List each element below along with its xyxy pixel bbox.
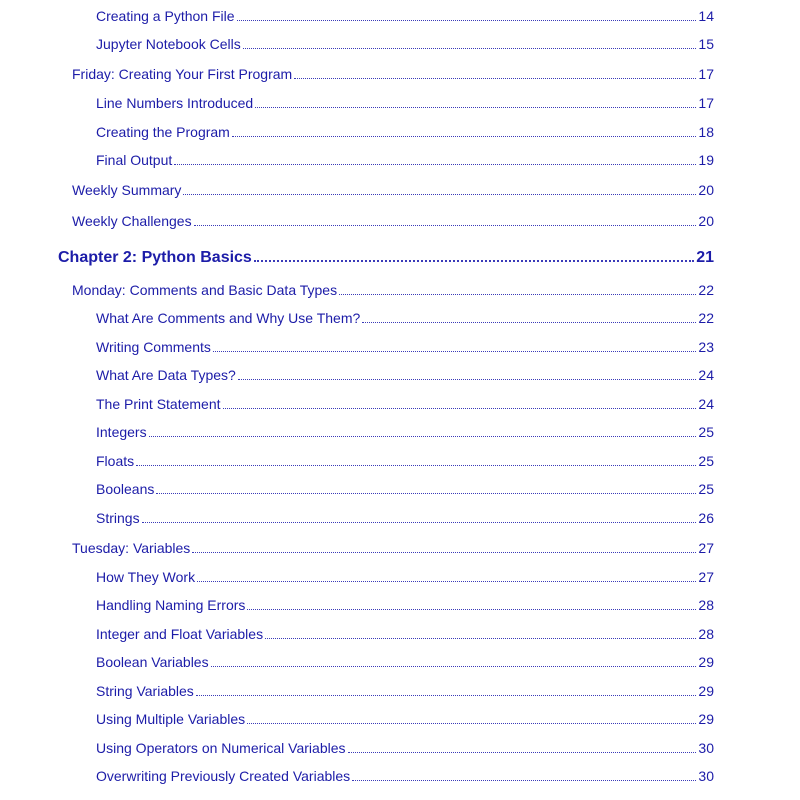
toc-page-number: 20 xyxy=(698,213,714,229)
toc-entry-title: Using Operators on Numerical Variables xyxy=(96,740,346,756)
toc-page-number: 19 xyxy=(698,152,714,168)
toc-entry-title: Overwriting Previously Created Variables xyxy=(96,768,351,784)
dot-leader xyxy=(255,106,696,108)
dot-leader xyxy=(247,608,696,610)
dot-leader xyxy=(174,163,696,165)
toc-page-number: 28 xyxy=(698,626,714,642)
dot-leader xyxy=(247,722,696,724)
toc-entry-title: Jupyter Notebook Cells xyxy=(96,36,241,52)
dot-leader xyxy=(238,378,697,380)
dot-leader xyxy=(192,551,696,553)
toc-subsection-link[interactable] xyxy=(0,682,714,700)
toc-page-number: 27 xyxy=(698,569,714,585)
toc-entry-title: Handling Naming Errors xyxy=(96,597,246,613)
dot-leader xyxy=(348,751,697,753)
toc-section-link[interactable] xyxy=(0,181,714,199)
toc-page-number: 14 xyxy=(698,8,714,24)
toc-entry-title: Strings xyxy=(96,510,140,526)
dot-leader xyxy=(196,694,697,696)
toc-page-number: 29 xyxy=(698,654,714,670)
dot-leader xyxy=(136,464,696,466)
toc-page-number: 30 xyxy=(698,768,714,784)
toc-entry-title: Creating the Program xyxy=(96,124,230,140)
dot-leader xyxy=(362,321,696,323)
toc-subsection-link[interactable] xyxy=(0,653,714,671)
dot-leader xyxy=(294,77,696,79)
dot-leader xyxy=(194,224,697,226)
toc-section-link[interactable] xyxy=(0,65,714,83)
toc-section-link[interactable] xyxy=(0,539,714,557)
toc-entry-title: Boolean Variables xyxy=(96,654,209,670)
toc-entry-title: What Are Comments and Why Use Them? xyxy=(96,310,361,326)
toc-entry-title: Using Multiple Variables xyxy=(96,711,246,727)
toc-chapter-link[interactable] xyxy=(0,249,714,267)
toc-entry-title: Tuesday: Variables xyxy=(72,540,191,556)
toc-page-number: 25 xyxy=(698,453,714,469)
toc-subsection-link[interactable] xyxy=(0,596,714,614)
toc-subsection-link[interactable] xyxy=(0,151,714,169)
toc-page-number: 25 xyxy=(698,424,714,440)
toc-subsection-link[interactable] xyxy=(0,452,714,470)
dot-leader xyxy=(339,293,696,295)
toc-entry-title: The Print Statement xyxy=(96,396,221,412)
toc-page-number: 15 xyxy=(698,36,714,52)
dot-leader xyxy=(352,779,696,781)
toc-entry-title: Weekly Summary xyxy=(72,182,182,198)
toc-subsection-link[interactable] xyxy=(0,739,714,757)
toc-entry-title: Monday: Comments and Basic Data Types xyxy=(72,282,338,298)
toc-subsection-link[interactable] xyxy=(0,338,714,356)
toc-subsection-link[interactable] xyxy=(0,625,714,643)
toc-page-number: 30 xyxy=(698,740,714,756)
toc-entry-title: Chapter 2: Python Basics xyxy=(58,249,252,266)
dot-leader xyxy=(156,492,696,494)
toc-page-number: 22 xyxy=(698,282,714,298)
toc-page-number: 26 xyxy=(698,510,714,526)
toc-page-number: 29 xyxy=(698,683,714,699)
toc-section-link[interactable] xyxy=(0,212,714,230)
dot-leader xyxy=(183,193,696,195)
toc-page-number: 22 xyxy=(698,310,714,326)
toc-page-number: 24 xyxy=(698,396,714,412)
toc-entry-title: How They Work xyxy=(96,569,196,585)
toc-entry-title: Line Numbers Introduced xyxy=(96,95,254,111)
toc-page-number: 20 xyxy=(698,182,714,198)
toc-page-number: 29 xyxy=(698,711,714,727)
toc-page-number: 24 xyxy=(698,367,714,383)
toc-subsection-link[interactable] xyxy=(0,366,714,384)
toc-entry-title: Friday: Creating Your First Program xyxy=(72,66,293,82)
toc-section-link[interactable] xyxy=(0,281,714,299)
dot-leader xyxy=(254,259,694,262)
dot-leader xyxy=(243,47,697,49)
dot-leader xyxy=(197,580,696,582)
toc-entry-title: Creating a Python File xyxy=(96,8,235,24)
toc-page-number: 23 xyxy=(698,339,714,355)
toc-entry-title: Integer and Float Variables xyxy=(96,626,264,642)
toc-entry-title: Booleans xyxy=(96,481,155,497)
toc-subsection-link[interactable] xyxy=(0,35,714,53)
toc-subsection-link[interactable] xyxy=(0,710,714,728)
toc-entry-title: Writing Comments xyxy=(96,339,211,355)
dot-leader xyxy=(232,135,697,137)
toc-entry-title: Weekly Challenges xyxy=(72,213,192,229)
toc-entry-title: Final Output xyxy=(96,152,173,168)
toc-subsection-link[interactable] xyxy=(0,123,714,141)
toc-page-number: 27 xyxy=(698,540,714,556)
toc-entry-title: What Are Data Types? xyxy=(96,367,236,383)
dot-leader xyxy=(142,521,697,523)
toc-subsection-link[interactable] xyxy=(0,480,714,498)
toc-subsection-link[interactable] xyxy=(0,7,714,25)
toc-page-number: 25 xyxy=(698,481,714,497)
toc-subsection-link[interactable] xyxy=(0,309,714,327)
dot-leader xyxy=(211,665,697,667)
toc-page-number: 21 xyxy=(696,249,714,266)
dot-leader xyxy=(213,350,697,352)
toc-subsection-link[interactable] xyxy=(0,94,714,112)
toc-subsection-link[interactable] xyxy=(0,568,714,586)
toc-subsection-link[interactable] xyxy=(0,767,714,785)
toc-subsection-link[interactable] xyxy=(0,509,714,527)
toc-page-number: 17 xyxy=(698,66,714,82)
toc-entry-title: String Variables xyxy=(96,683,194,699)
dot-leader xyxy=(237,19,697,21)
toc-entry-title: Integers xyxy=(96,424,147,440)
toc-page-number: 17 xyxy=(698,95,714,111)
toc-subsection-link[interactable] xyxy=(0,423,714,441)
toc-page-number: 18 xyxy=(698,124,714,140)
toc-subsection-link[interactable] xyxy=(0,395,714,413)
toc-entry-title: Floats xyxy=(96,453,135,469)
dot-leader xyxy=(265,637,696,639)
dot-leader xyxy=(223,407,697,409)
toc-page-number: 28 xyxy=(698,597,714,613)
dot-leader xyxy=(149,435,697,437)
